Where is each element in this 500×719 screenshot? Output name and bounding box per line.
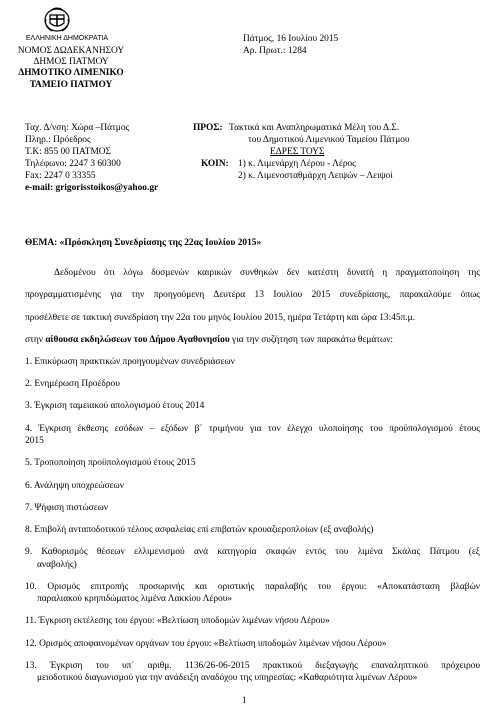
postcode-line: Τ.Κ: 855 00 ΠΑΤΜΟΣ <box>25 147 112 157</box>
page-number: 1 <box>242 696 247 706</box>
address-line: Ταχ. Δ/νση: Χώρα –Πάτμος <box>25 123 130 133</box>
fund-name-line2: ΤΑΜΕΙΟ ΠΑΤΜΟΥ <box>29 80 113 90</box>
agenda-item-13-cont: μειοδοτικού διαγωνισμού για την ανάδειξη αναδόχου της υπηρεσίας: «Καθαριότητα λιμένων Λέρου» <box>37 673 418 683</box>
municipality-name: ΔΗΜΟΣ ΠΑΤΜΟΥ <box>33 57 109 67</box>
greek-state-emblem <box>42 5 72 33</box>
place-date: Πάτμος, 16 Ιουλίου 2015 <box>243 34 339 44</box>
protocol-number: Αρ. Πρωτ.: 1284 <box>243 46 307 56</box>
cc-line2: 2) κ. Λιμενοσταθμάρχη Λειψών – Λειψοί <box>238 171 393 181</box>
cc-label: ΚΟΙΝ: <box>201 159 229 169</box>
agenda-item-12: 12. Ορισμός αποφαινομένων οργάνων του έργου: «Βελτίωση υποδομών λιμένων νήσου Λέρου» <box>25 639 387 649</box>
to-line2: του Δημοτικού Λιμενικού Ταμείου Πάτμου <box>248 135 410 145</box>
agenda-item-4: 4. Έγκριση έκθεσης εσόδων – εξόδων β΄ τριμήνου για τον έλεγχο υλοποίησης του προϋπολογισμού έτους <box>25 424 480 434</box>
prefecture-name: ΝΟΜΟΣ ΔΩΔΕΚΑΝΗΣΟΥ <box>17 46 125 56</box>
agenda-item-5: 5. Τροποποίηση προϋπολογισμού έτους 2015 <box>25 458 196 468</box>
agenda-item-9-cont: αναβολής) <box>37 560 77 570</box>
fund-name-line1: ΔΗΜΟΤΙΚΟ ΛΙΜΕΝΙΚΟ <box>18 68 124 78</box>
fax-line: Fax: 2247 0 33355 <box>25 171 96 181</box>
to-label: ΠΡΟΣ: <box>193 123 223 133</box>
body-line1: Δεδομένου ότι λόγω δυσμενών καιρικών συνθηκών δεν κατέστη δυνατή η πραγματοποίηση της <box>54 268 480 278</box>
agenda-item-8: 8. Επιβολή ανταποδοτικού τέλους ασφαλείας επί επιβατών κρουαζιεροπλοίων (εξ αναβολής) <box>25 525 374 535</box>
body-line2: προγραμματισμένης για την προηγούμενη Δευτέρα 13 Ιουλίου 2015 συνεδρίασης, παρακαλούμε όπως <box>25 290 480 300</box>
agenda-item-3: 3. Έγκριση ταμειακού απολογισμού έτους 2014 <box>25 401 205 411</box>
agenda-item-6: 6. Ανάληψη υποχρεώσεων <box>25 481 124 491</box>
email-line[interactable]: e-mail: grigorisstoikos@yahoo.gr <box>25 183 159 193</box>
agenda-item-1: 1. Επικύρωση πρακτικών προηγουμένων συνεδριάσεων <box>25 357 235 367</box>
body-line4: στην αίθουσα εκδηλώσεων του Δήμου Αγαθονησίου για την συζήτηση των παρακάτω θεμάτων: <box>25 335 394 345</box>
info-line: Πληρ.: Πρόεδρος <box>25 135 91 145</box>
state-name: ΕΛΛΗΝΙΚΗ ΔΗΜΟΚΡΑΤΙΑ <box>25 35 109 42</box>
subject-line: ΘΕΜΑ: «Πρόσκληση Συνεδρίασης της 22ας Ιουλίου 2015» <box>25 238 262 248</box>
agenda-item-11: 11. Έγκριση εκτέλεσης του έργου: «Βελτίωση υποδομών λιμένων νήσου Λέρου» <box>25 616 330 626</box>
to-line1: Τακτικά και Αναπληρωματικά Μέλη του Δ.Σ. <box>229 123 400 133</box>
agenda-item-7: 7. Ψήφιση πιστώσεων <box>25 503 109 513</box>
to-line3: ΕΔΡΕΣ ΤΟΥΣ <box>270 147 325 157</box>
body-line3: προσέλθετε σε τακτική συνεδρίαση την 22α του μηνός Ιουλίου 2015, ημέρα Τετάρτη και ώρα 13:45π.μ. <box>25 313 416 323</box>
agenda-item-9: 9. Καθορισμός θέσεων ελλιμενισμού ανά κατηγορία σκαφών εντός του λιμένα Σκάλας Πάτμου (εξ <box>25 547 480 557</box>
phone-line: Τηλέφωνο: 2247 3 60300 <box>25 159 121 169</box>
agenda-item-10-cont: παραλιακού κρηπιδώματος λιμένα Λακκίου Λέρου» <box>37 594 233 604</box>
agenda-item-13: 13. Έγκριση του υπ΄ αριθμ. 1136/26-06-2015 πρακτικού διεξαγωγής επαναληπτικού πρόχειρου <box>25 661 480 671</box>
agenda-item-2: 2. Ενημέρωση Προέδρου <box>25 379 120 389</box>
agenda-item-10: 10. Ορισμός επιτροπής προσωρινής και οριστικής παραλαβής του έργου: «Αποκατάσταση βλαβών <box>25 582 480 592</box>
agenda-item-4-cont: 2015 <box>25 436 44 446</box>
cc-line1: 1) κ. Λιμενάρχη Λέρου - Λέρος <box>238 159 356 169</box>
